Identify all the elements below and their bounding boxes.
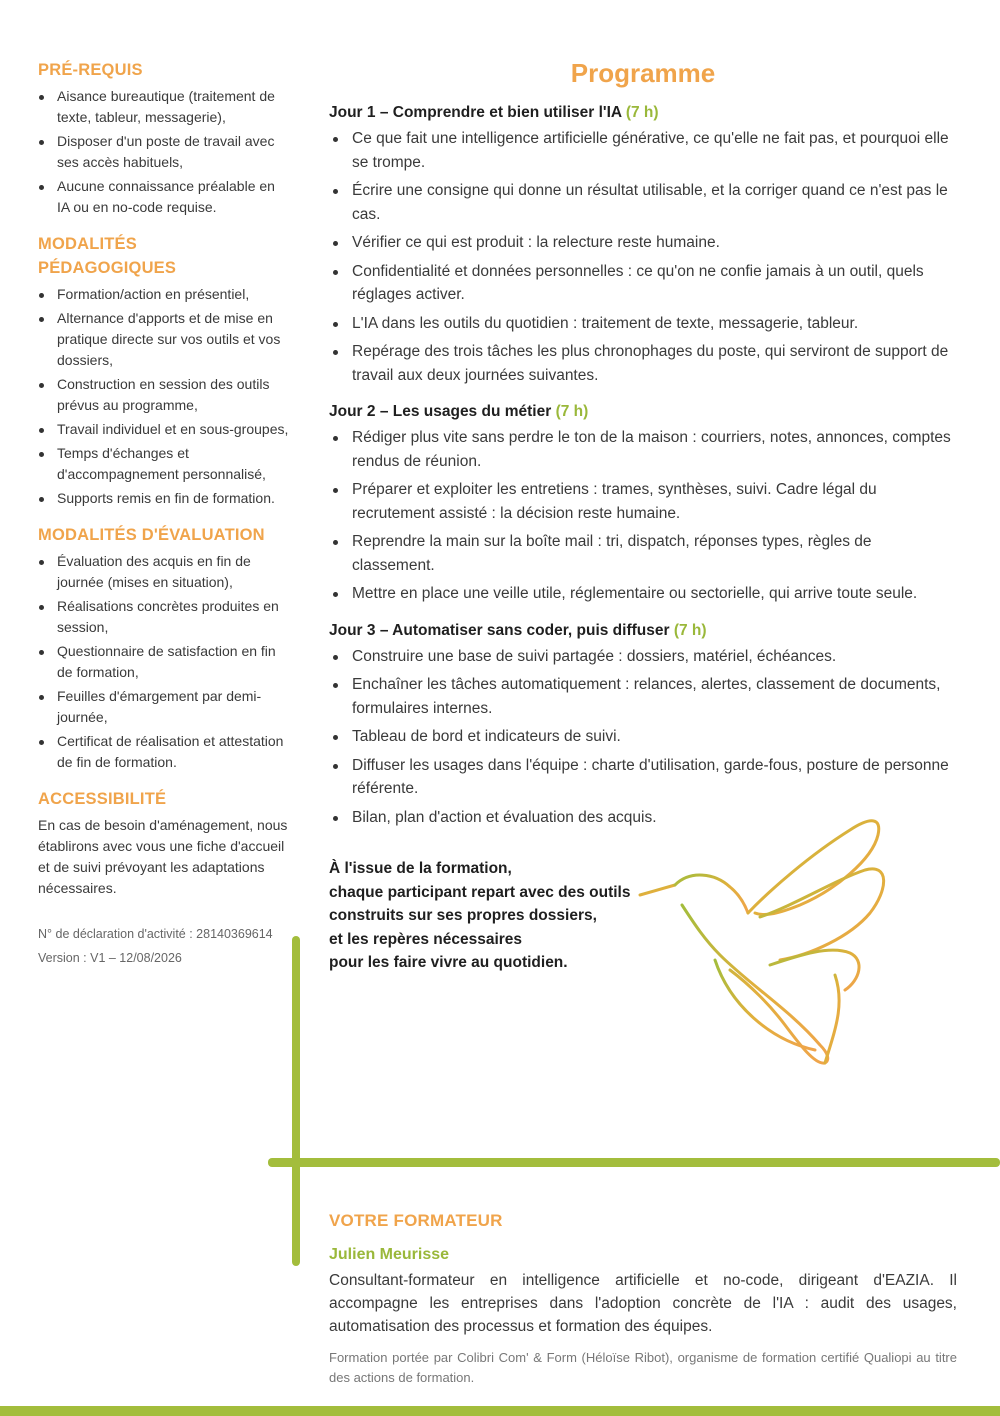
list-item: Évaluation des acquis en fin de journée (mises en situation), (38, 551, 290, 593)
day-heading-text: Jour 2 – Les usages du métier (329, 403, 556, 420)
outcome-line: chaque participant repart avec des outils (329, 883, 631, 901)
program-section (329, 102, 957, 843)
evaluation-list (38, 551, 290, 773)
list-item: Disposer d'un poste de travail avec ses accès habituels, (38, 131, 290, 173)
day-1-heading (329, 102, 957, 124)
list-item: Construction en session des outils prévus au programme, (38, 374, 290, 416)
list-item: Bilan, plan d'action et évaluation des acquis. (329, 806, 957, 830)
list-item: Feuilles d'émargement par demi-journée, (38, 686, 290, 728)
day-hours: (7 h) (625, 104, 659, 121)
pedago-title-line1: MODALITÉS (38, 235, 137, 253)
trainer-name: Julien Meurisse (329, 1246, 450, 1263)
day-hours: (7 h) (673, 621, 707, 639)
day-1-list (329, 127, 957, 387)
list-item: Temps d'échanges et d'accompagnement personnalisé, (38, 443, 290, 485)
list-item: Mettre en place une veille utile, réglementaire ou sectorielle, qui arrive toute seule. (329, 582, 957, 606)
pedago-list (38, 284, 290, 509)
prereq-title: PRÉ-REQUIS (38, 61, 143, 79)
list-item: Rédiger plus vite sans perdre le ton de la maison : courriers, notes, annonces, comptes rendus de réunion. (329, 426, 957, 473)
list-item: L'IA dans les outils du quotidien : traitement de texte, messagerie, tableur. (329, 312, 957, 336)
day-2-heading (329, 401, 957, 423)
outcome-line: et les repères nécessaires (329, 930, 523, 948)
declaration-number: N° de déclaration d'activité : 28140369614 (38, 927, 273, 941)
list-item: Supports remis en fin de formation. (38, 488, 290, 509)
list-item: Aucune connaissance préalable en IA ou en no-code requise. (38, 176, 290, 218)
organization-note: Formation portée par Colibri Com' & Form (Héloïse Ribot), organisme de formation certifié Qualiopi au titre des actions de formation. (329, 1350, 957, 1385)
list-item: Diffuser les usages dans l'équipe : charte d'utilisation, garde-fous, posture de personne référente. (329, 754, 957, 801)
list-item: Préparer et exploiter les entretiens : trames, synthèses, suivi. Cadre légal du recrutement assisté : la décision reste humaine. (329, 478, 957, 525)
list-item: Confidentialité et données personnelles : ce qu'on ne confie jamais à un outil, quels réglages activer. (329, 260, 957, 307)
list-item: Réalisations concrètes produites en session, (38, 596, 290, 638)
day-2-list (329, 426, 957, 606)
outcome-line: pour les faire vivre au quotidien. (329, 954, 568, 971)
document-version: Version : V1 – 12/08/2026 (38, 951, 182, 965)
list-item: Repérage des trois tâches les plus chronophages du poste, qui serviront de support de travail aux deux journées suivantes. (329, 340, 957, 387)
list-item: Vérifier ce qui est produit : la relecture reste humaine. (329, 231, 957, 255)
trainer-title: VOTRE FORMATEUR (329, 1211, 503, 1230)
vertical-accent-bar (292, 936, 300, 1266)
pedago-title (38, 232, 290, 280)
outcome-line: construits sur ses propres dossiers, (329, 907, 597, 924)
day-3-heading (329, 620, 957, 642)
accessibility-title: ACCESSIBILITÉ (38, 790, 167, 808)
list-item: Certificat de réalisation et attestation de fin de formation. (38, 731, 290, 773)
list-item: Ce que fait une intelligence artificielle générative, ce qu'elle ne fait pas, et pourquoi elle se trompe. (329, 127, 957, 174)
day-heading-text: Jour 1 – Comprendre et bien utiliser l'IA (329, 104, 626, 121)
left-column (38, 58, 290, 968)
day-heading-text: Jour 3 – Automatiser sans coder, puis diffuser (329, 621, 674, 639)
evaluation-title: MODALITÉS D'ÉVALUATION (38, 526, 265, 544)
hummingbird-icon (620, 795, 920, 1095)
bottom-accent-bar (0, 1406, 1000, 1416)
list-item: Travail individuel et en sous-groupes, (38, 419, 290, 440)
program-title: Programme (570, 58, 716, 88)
pedago-title-line2: PÉDAGOGIQUES (38, 259, 177, 277)
list-item: Enchaîner les tâches automatiquement : relances, alertes, classement de documents, formulaires internes. (329, 673, 957, 720)
list-item: Écrire une consigne qui donne un résultat utilisable, et la corriger quand ce n'est pas le cas. (329, 179, 957, 226)
prereq-list (38, 86, 290, 218)
list-item: Tableau de bord et indicateurs de suivi. (329, 725, 957, 749)
list-item: Questionnaire de satisfaction en fin de formation, (38, 641, 290, 683)
accessibility-text: En cas de besoin d'aménagement, nous établirons avec vous une fiche d'accueil et de suivi prévoyant les adaptations nécessaires. (38, 817, 288, 896)
list-item: Formation/action en présentiel, (38, 284, 290, 305)
list-item: Construire une base de suivi partagée : dossiers, matériel, échéances. (329, 645, 957, 669)
list-item: Aisance bureautique (traitement de texte, tableur, messagerie), (38, 86, 290, 128)
trainer-section (329, 1208, 957, 1388)
list-item: Reprendre la main sur la boîte mail : tri, dispatch, réponses types, règles de classement. (329, 530, 957, 577)
trainer-bio: Consultant-formateur en intelligence artificielle et no-code, dirigeant d'EAZIA. Il accompagne les entreprises dans l'adoption concrète de l'IA : audit des usages, automatisation des processus et formation des équipes. (329, 1272, 957, 1335)
outcome-line: À l'issue de la formation, (329, 860, 512, 877)
list-item: Alternance d'apports et de mise en pratique directe sur vos outils et vos dossiers, (38, 308, 290, 371)
horizontal-accent-bar (268, 1158, 1000, 1167)
day-hours: (7 h) (555, 403, 589, 420)
